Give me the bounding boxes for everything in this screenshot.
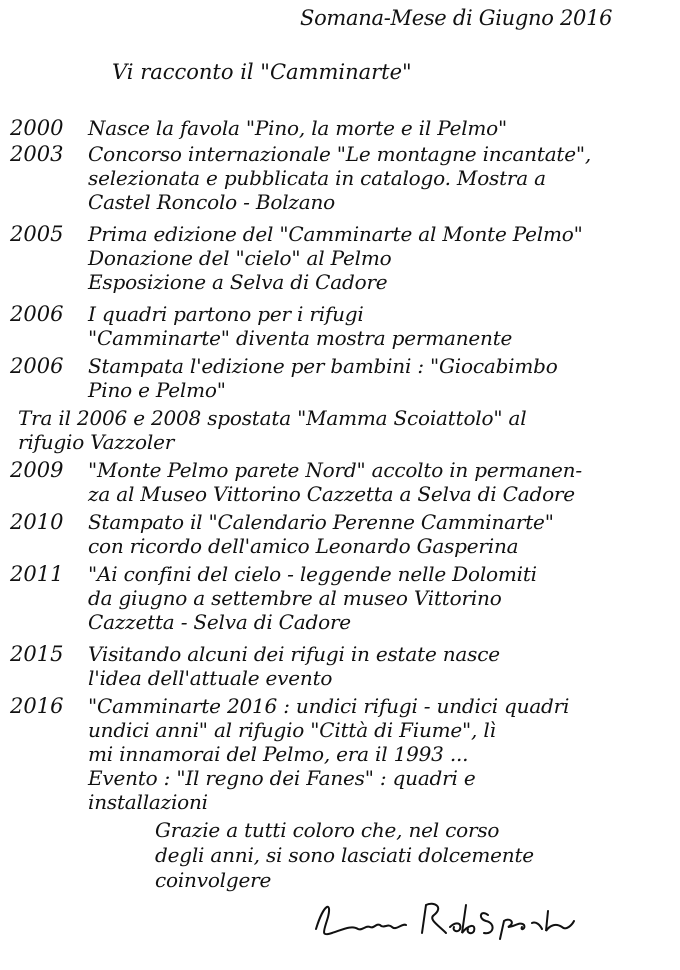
entry-text bbox=[88, 458, 673, 506]
thanks-line: degli anni, si sono lasciati dolcemente bbox=[155, 843, 534, 867]
entry-line: Esposizione a Selva di Cadore bbox=[88, 270, 388, 294]
entry-line: Nasce la favola "Pino, la morte e il Pelmo" bbox=[88, 116, 508, 140]
thanks-line: coinvolgere bbox=[155, 868, 272, 892]
page-intro-title: Vi racconto il "Camminarte" bbox=[112, 60, 412, 84]
entry-text bbox=[88, 694, 673, 814]
timeline-note bbox=[18, 406, 678, 454]
entry-line: Stampata l'edizione per bambini : "Giocabimbo bbox=[88, 354, 558, 378]
entry-line: Visitando alcuni dei rifugi in estate nasce bbox=[88, 642, 500, 666]
entry-line: Concorso internazionale "Le montagne incantate", bbox=[88, 142, 592, 166]
entry-line: Cazzetta - Selva di Cadore bbox=[88, 610, 351, 634]
entry-text bbox=[88, 142, 673, 214]
entry-year: 2009 bbox=[10, 458, 64, 482]
entry-text bbox=[88, 642, 673, 690]
entry-year: 2016 bbox=[10, 694, 64, 718]
page-header-date: Somana-Mese di Giugno 2016 bbox=[300, 6, 613, 30]
entry-line: I quadri partono per i rifugi bbox=[88, 302, 364, 326]
entry-year: 2006 bbox=[10, 302, 64, 326]
entry-line: l'idea dell'attuale evento bbox=[88, 666, 333, 690]
entry-text bbox=[88, 302, 673, 350]
entry-text bbox=[88, 510, 673, 558]
entry-year: 2015 bbox=[10, 642, 64, 666]
entry-text bbox=[88, 562, 673, 634]
entry-year: 2011 bbox=[10, 562, 64, 586]
entry-line: Donazione del "cielo" al Pelmo bbox=[88, 246, 392, 270]
entry-line: Castel Roncolo - Bolzano bbox=[88, 190, 335, 214]
entry-line: "Ai confini del cielo - leggende nelle Dolomiti bbox=[88, 562, 537, 586]
entry-line: mi innamorai del Pelmo, era il 1993 ... bbox=[88, 742, 469, 766]
entry-year: 2005 bbox=[10, 222, 64, 246]
entry-line: da giugno a settembre al museo Vittorino bbox=[88, 586, 502, 610]
note-line: Tra il 2006 e 2008 spostata "Mamma Scoiattolo" al bbox=[18, 406, 527, 430]
thanks-line: Grazie a tutti coloro che, nel corso bbox=[155, 818, 500, 842]
entry-year: 2000 bbox=[10, 116, 64, 140]
entry-line: Stampato il "Calendario Perenne Camminarte" bbox=[88, 510, 554, 534]
entry-line: za al Museo Vittorino Cazzetta a Selva di Cadore bbox=[88, 482, 575, 506]
entry-text bbox=[88, 354, 673, 402]
entry-line: undici anni" al rifugio "Città di Fiume", lì bbox=[88, 718, 496, 742]
entry-line: installazioni bbox=[88, 790, 208, 814]
note-line: rifugio Vazzoler bbox=[18, 430, 175, 454]
entry-text bbox=[88, 222, 673, 294]
entry-line: Pino e Pelmo" bbox=[88, 378, 226, 402]
entry-line: Evento : "Il regno dei Fanes" : quadri e bbox=[88, 766, 476, 790]
entry-line: "Camminarte 2016 : undici rifugi - undici quadri bbox=[88, 694, 570, 718]
thanks-note bbox=[155, 818, 655, 893]
entry-line: Prima edizione del "Camminarte al Monte Pelmo" bbox=[88, 222, 583, 246]
entry-line: "Monte Pelmo parete Nord" accolto in permanen- bbox=[88, 458, 582, 482]
entry-line: con ricordo dell'amico Leonardo Gasperina bbox=[88, 534, 519, 558]
entry-line: "Camminarte" diventa mostra permanente bbox=[88, 326, 513, 350]
entry-text bbox=[88, 116, 673, 140]
entry-year: 2010 bbox=[10, 510, 64, 534]
handwritten-signature bbox=[310, 895, 580, 943]
entry-line: selezionata e pubblicata in catalogo. Mostra a bbox=[88, 166, 546, 190]
entry-year: 2006 bbox=[10, 354, 64, 378]
entry-year: 2003 bbox=[10, 142, 64, 166]
